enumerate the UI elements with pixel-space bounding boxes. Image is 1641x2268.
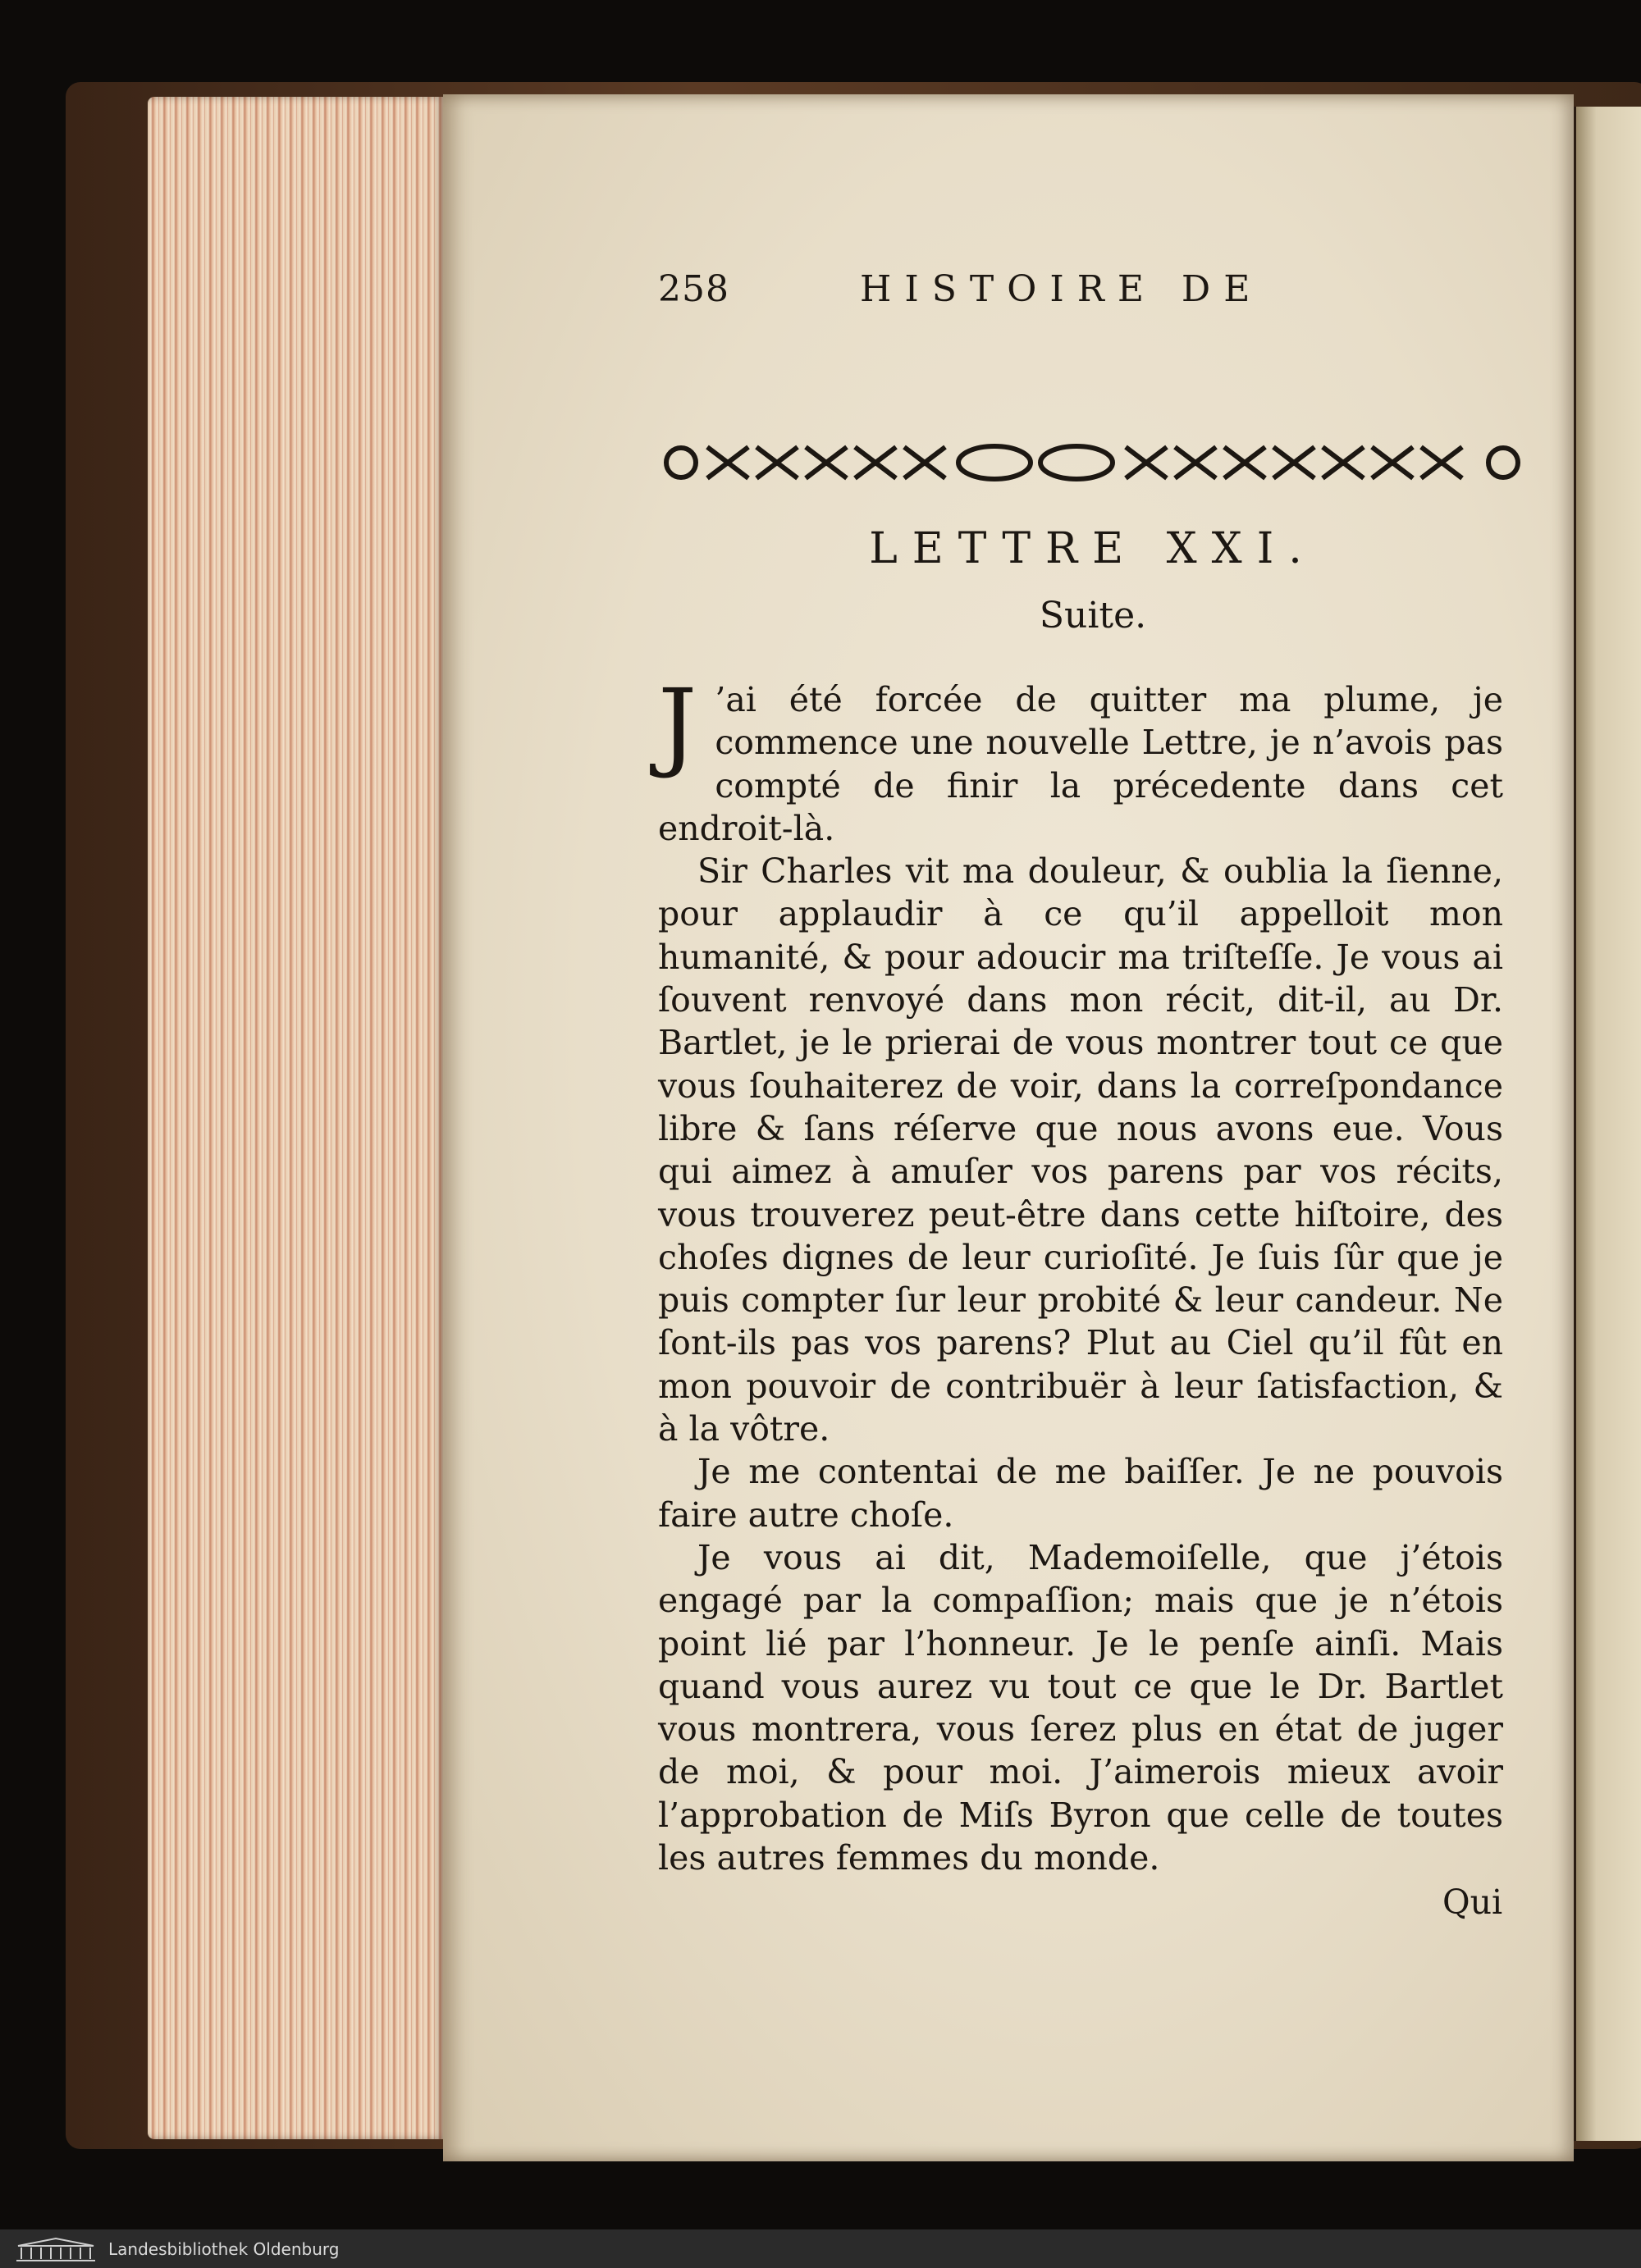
page-edges-stack [148,97,445,2139]
footer-bar [0,2229,1641,2268]
paragraph: Je vous ai dit, Mademoiſelle, que j’étois engagé par la compaſſion; mais que je n’étois point lié par l’honneur. Je le penſe ainſi. Mais quand vous aurez vu tout ce que le Dr. Bartlet vous montrera, vous ſerez plus en état de juger de moi, & pour moi. J’aimerois mieux avoir l’approbation de Miſs Byron que celle de toutes les autres femmes du monde. [658,1537,1503,1878]
running-title: HISTOIRE DE [860,268,1264,310]
paragraph: Je me contentai de me baiſſer. Je ne pouvois faire autre choſe. [658,1452,1503,1535]
paragraph: Sir Charles vit ma douleur, & oublia la ſienne, pour applaudir à ce qu’il appelloit mon humanité, & pour adoucir ma triſteſſe. Je vous ai ſouvent renvoyé dans mon récit, dit-il, au Dr. Bartlet, je le prierai de vous montrer tout ce que vous ſouhaiterez de voir, dans la correſpondance libre & ſans réſerve que nous avons eue. Vous qui aimez à amuſer vos parens par vos récits, vous trouverez peut-être dans cette hiſtoire, des choſes dignes de leur curioſité. Je ſuis ſûr que je puis compter ſur leur probité & leur candeur. Ne ſont-ils pas vos parens? Plut au Ciel qu’il fût en mon pouvoir de contribuër à leur ſatisfaction, & à la vôtre. [658,851,1503,1449]
drop-cap: J [658,668,697,781]
paragraph-text: ’ai été forcée de quitter ma plume, je commence une nouvelle Lettre, je n’avois pas compté de finir la précedente dans cet endroit-là. [658,680,1503,848]
catchword: Qui [1442,1882,1503,1922]
ornament-band [658,437,1528,488]
ornament-band-graphic [658,437,1528,488]
paragraph [658,668,1503,850]
body-text [658,668,1503,1879]
facing-page-edge [1574,107,1641,2141]
page-number: 258 [658,268,729,310]
running-head [658,268,1479,326]
library-building-icon [15,2236,97,2262]
letter-title: LETTRE XXI. [869,524,1317,573]
letter-subtitle: Suite. [1039,595,1147,637]
book-page [443,94,1574,2161]
library-name: Landesbibliothek Oldenburg [108,2239,340,2259]
